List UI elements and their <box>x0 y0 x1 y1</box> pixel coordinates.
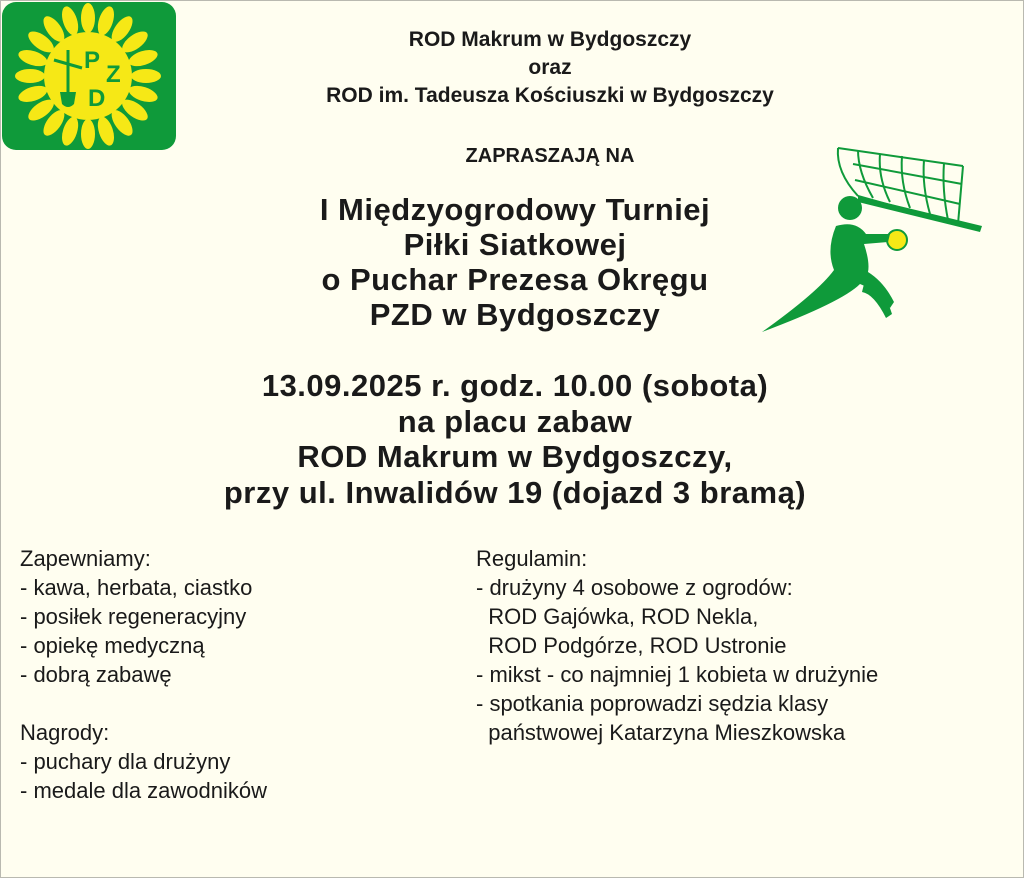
provided-item: - opiekę medyczną <box>20 633 205 658</box>
provided-item: - posiłek regeneracyjny <box>20 604 247 629</box>
title-line-4: PZD w Bydgoszczy <box>369 297 661 332</box>
organizers-header <box>150 26 950 110</box>
event-details <box>60 368 970 510</box>
prize-item: - medale dla zawodników <box>20 778 268 803</box>
provided-item: - dobrą zabawę <box>20 662 172 687</box>
logo-petal <box>14 68 46 84</box>
details-venue: ROD Makrum w Bydgoszczy, <box>297 439 733 474</box>
title-line-1: I Międzyogrodowy Turniej <box>319 192 711 227</box>
organizer-line-1: ROD Makrum w Bydgoszczy <box>408 28 692 51</box>
invite-text: ZAPRASZAJĄ NA <box>465 145 635 167</box>
logo-letter-z: Z <box>106 61 121 88</box>
rule-item: ROD Gajówka, ROD Nekla, <box>476 604 759 629</box>
logo-petal <box>80 2 96 34</box>
logo-letter-d: D <box>88 85 106 112</box>
spacer <box>20 689 267 718</box>
logo-letter-p: P <box>84 47 101 74</box>
details-date: 13.09.2025 r. godz. 10.00 (sobota) <box>261 368 769 403</box>
title-line-2: Piłki Siatkowej <box>403 227 627 262</box>
provided-and-prizes <box>20 544 267 805</box>
provided-heading: Zapewniamy: <box>20 546 151 571</box>
rule-item: - mikst - co najmniej 1 kobieta w drużynie <box>476 662 879 687</box>
rule-item: państwowej Katarzyna Mieszkowska <box>476 720 846 745</box>
rules <box>476 544 878 747</box>
prize-item: - puchary dla drużyny <box>20 749 231 774</box>
organizer-line-2: oraz <box>528 56 572 79</box>
rule-item: - spotkania poprowadzi sędzia klasy <box>476 691 829 716</box>
rules-heading: Regulamin: <box>476 546 588 571</box>
details-address: przy ul. Inwalidów 19 (dojazd 3 bramą) <box>223 474 807 510</box>
rule-item: - drużyny 4 osobowe z ogrodów: <box>476 575 793 600</box>
tournament-title <box>200 192 830 332</box>
organizer-line-3: ROD im. Tadeusza Kościuszki w Bydgoszczy <box>326 84 774 107</box>
logo-petal <box>80 118 96 150</box>
rule-item: ROD Podgórze, ROD Ustronie <box>476 633 787 658</box>
details-place: na placu zabaw <box>397 403 633 439</box>
title-line-3: o Puchar Prezesa Okręgu <box>321 262 709 297</box>
provided-item: - kawa, herbata, ciastko <box>20 575 253 600</box>
prizes-heading: Nagrody: <box>20 720 110 745</box>
